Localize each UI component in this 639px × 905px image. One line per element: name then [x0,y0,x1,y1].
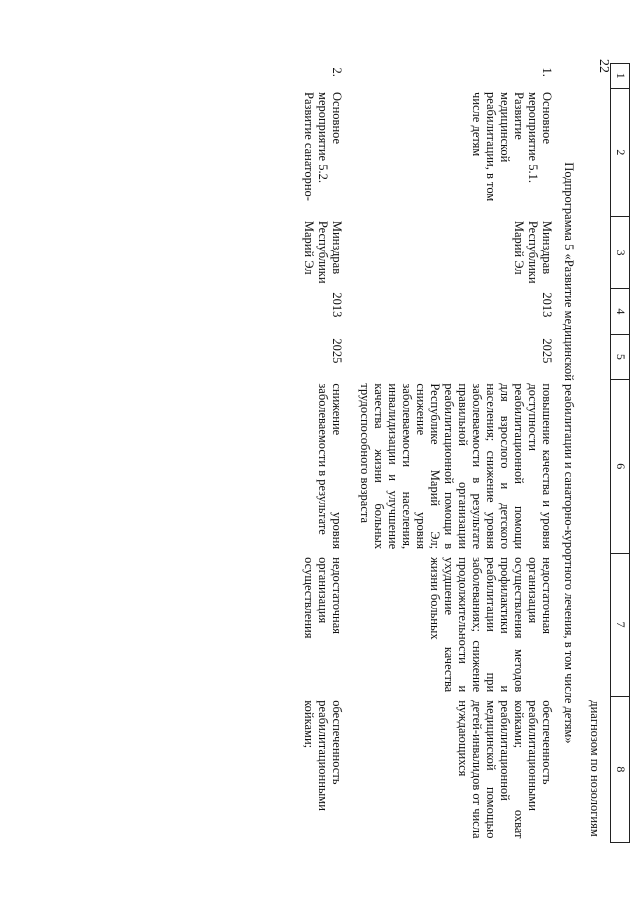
risk-consequences: недостаточная организация осуществления [302,557,344,639]
previous-row-tail [582,64,611,843]
indicator: обеспеченность реабилитационными койками; охват реабилитационной медицинской помощью детей-инвалидов от числа нуждающихся [456,700,554,839]
expected-result: повышение качества и уровня доступности реабилитационной помощи для взрослого и детского населения; снижение уровня заболеваемости в результате правильной организации реабилитационной помощи в Республике Марий Эл; снижение уровня заболеваемости населения, инвалидизации и улучшение качества жизни больных трудоспособного возраста [358,383,554,550]
executor: Минздрав Республики Марий Эл [512,220,554,284]
row-number: 2. [330,67,344,77]
header-cell: 7 [611,553,630,696]
start-year: 2013 [540,292,554,318]
executor: Минздрав Республики Марий Эл [302,220,344,284]
rotated-table-sheet [100,63,630,843]
prev-tail-text: диагнозом по нозологиям [588,700,602,837]
measure-name: Основное мероприятие 5.1. Развитие медицинской реабилитации, в том числе детям [470,92,554,202]
indicator: обеспеченность реабилитационными койками; [302,700,344,811]
row-number: 1. [540,67,554,77]
header-cell: 3 [611,217,630,289]
risk-consequences: недостаточная организация осуществления методов профилактики и реабилитации при заболеваниях; снижение продолжительности и ухудшение качества жизни больных [428,557,554,693]
header-cell: 2 [611,88,630,217]
page-number: 22 [596,59,611,73]
end-year: 2025 [330,338,344,364]
table-row [358,64,554,843]
table-row [302,64,358,843]
end-year: 2025 [540,338,554,364]
start-year: 2013 [330,292,344,318]
measure-name: Основное мероприятие 5.2. Развитие санаторно- [302,92,344,201]
measures-table [302,63,630,843]
header-row [611,64,630,843]
header-cell: 8 [611,696,630,842]
subprogram-title: Подпрограмма 5 «Развитие медицинской реабилитации и санаторно-курортного лечения, в том числе детям» [562,162,576,744]
header-cell: 1 [611,64,630,89]
header-cell: 6 [611,379,630,553]
header-cell: 5 [611,334,630,379]
expected-result: снижение уровня заболеваемости в результате [316,383,344,550]
header-cell: 4 [611,288,630,334]
subprogram-title-row [554,64,582,843]
